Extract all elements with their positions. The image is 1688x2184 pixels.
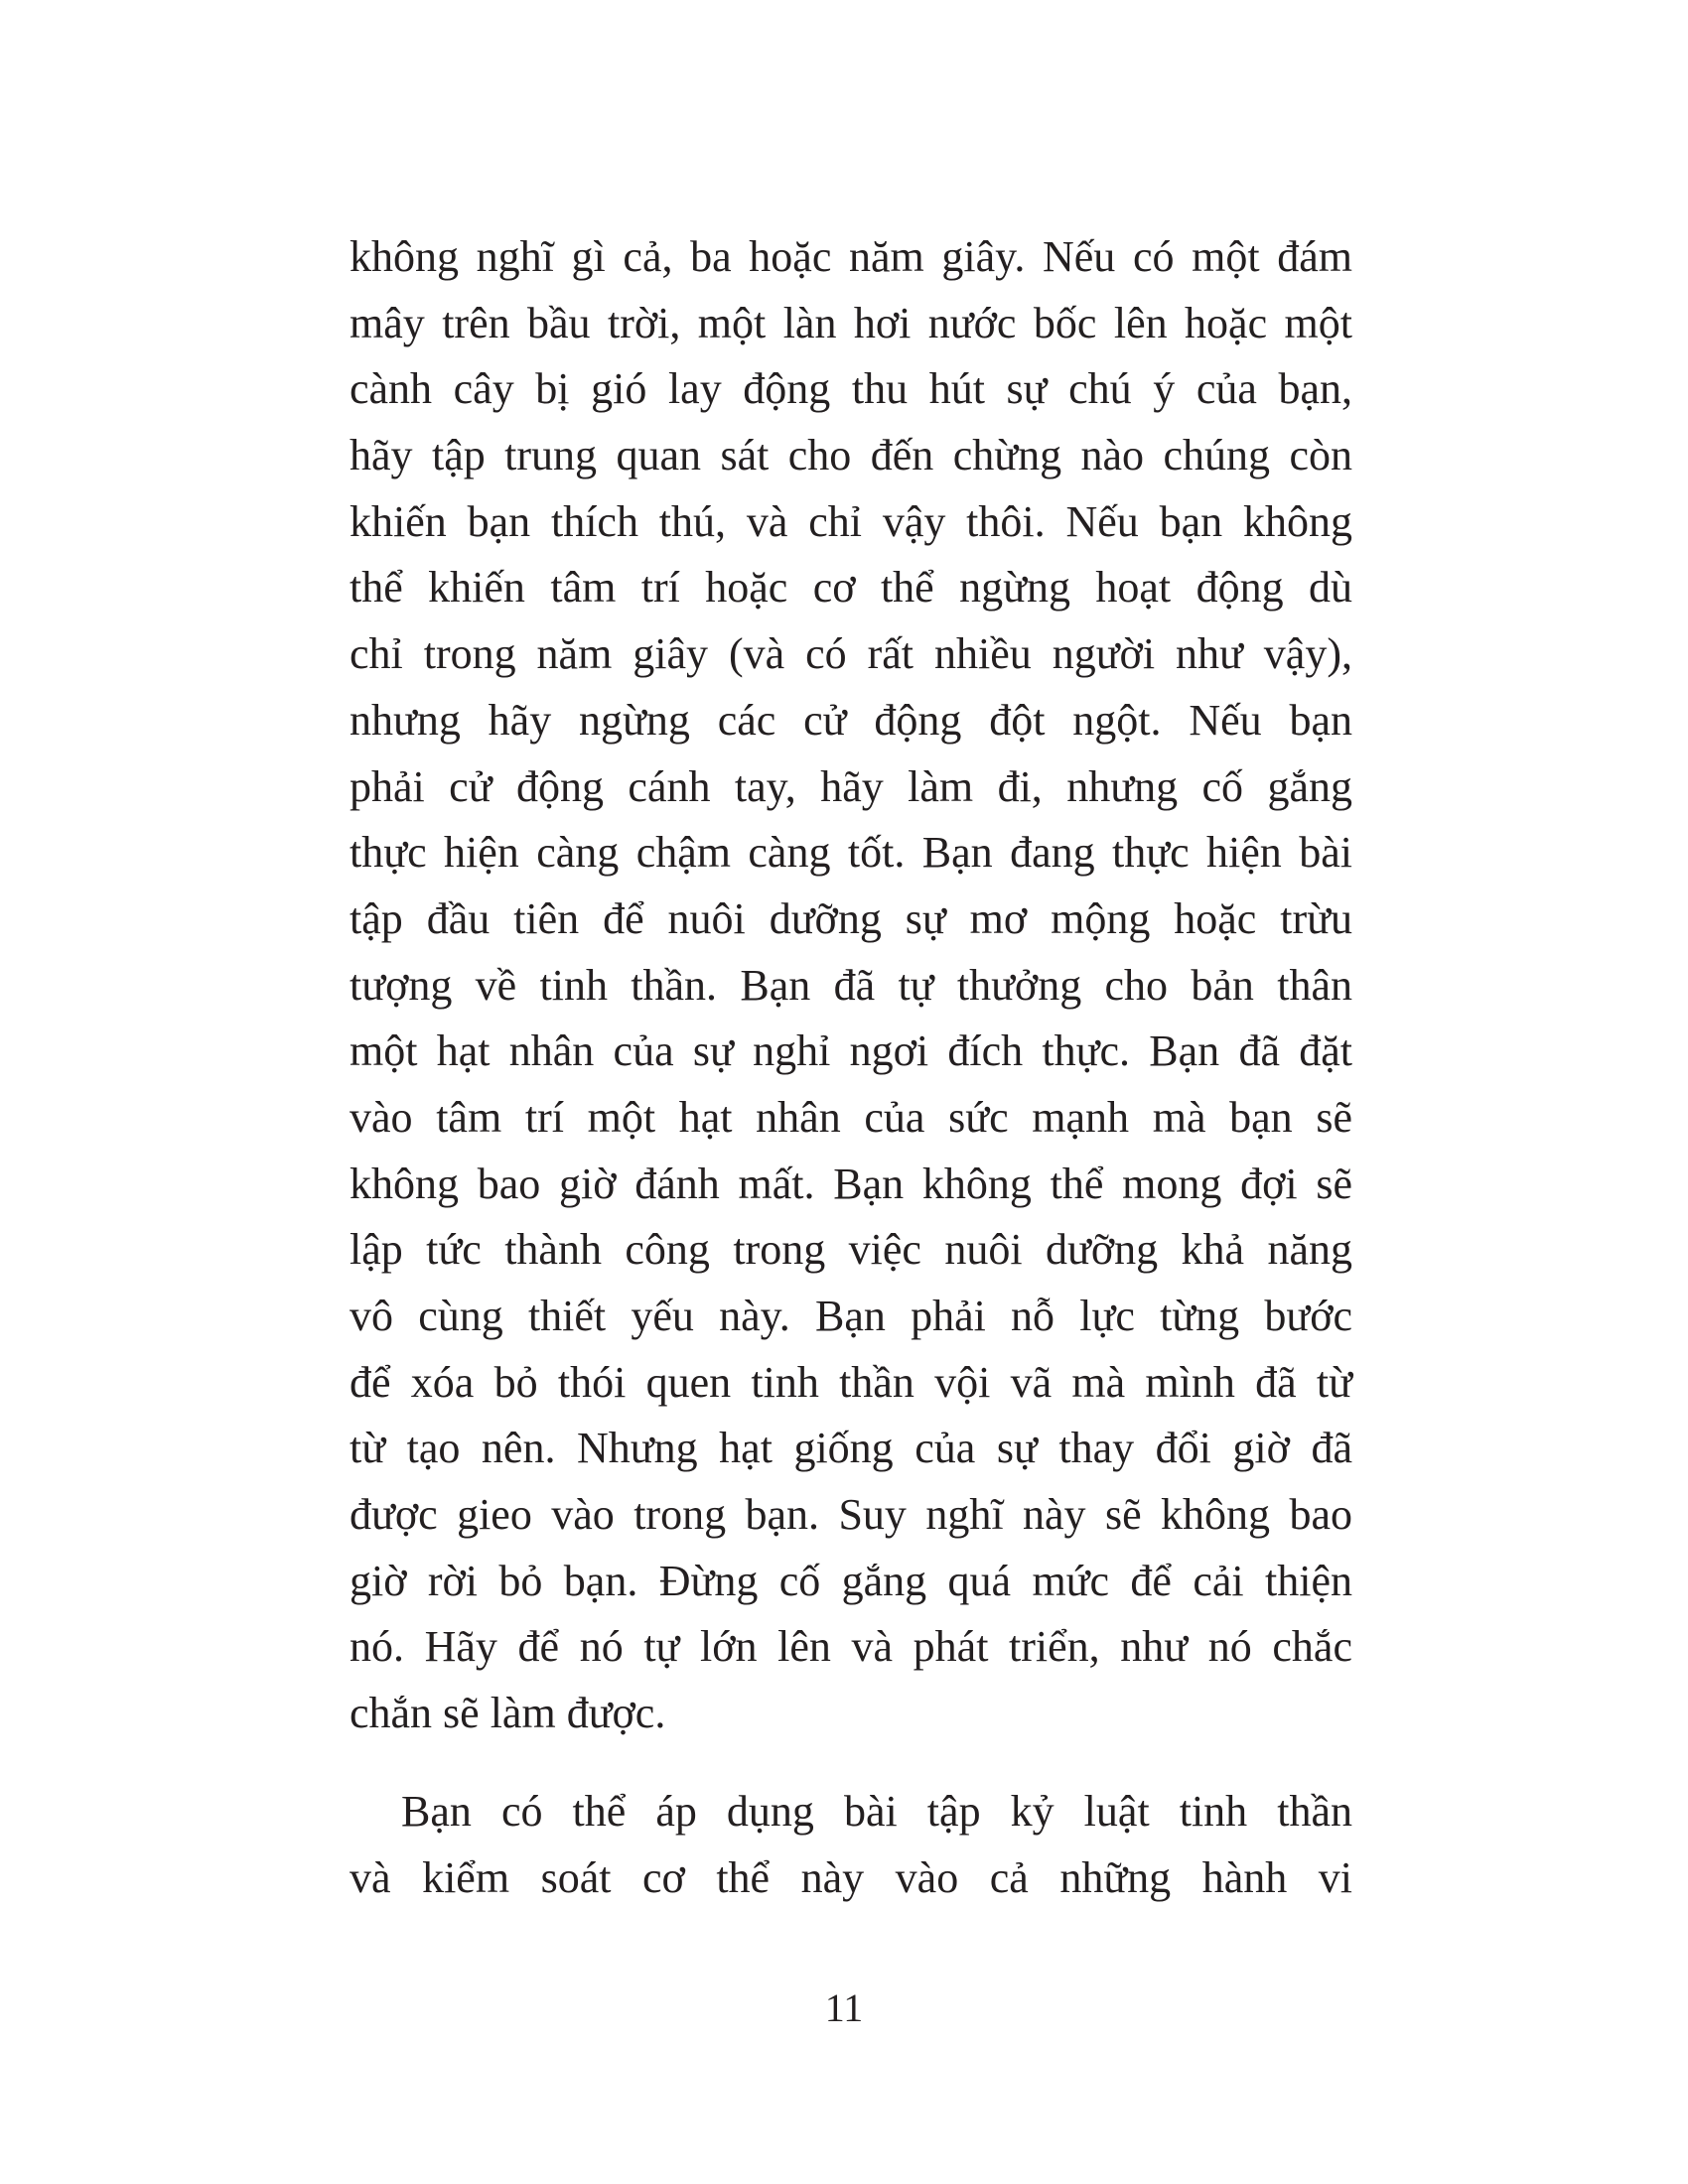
body-text [350,224,1352,1911]
text-line: và kiểm soát cơ thể này vào cả những hành vi [350,1852,1352,1902]
text-line: không bao giờ đánh mất. Bạn không thể mong đợi sẽ [350,1159,1352,1208]
text-line: chỉ trong năm giây (và có rất nhiều người như vậy), [350,629,1352,679]
text-line: Bạn có thể áp dụng bài tập kỷ luật tinh thần [401,1786,1352,1836]
page-number: 11 [824,1985,864,2030]
text-line: khiến bạn thích thú, và chỉ vậy thôi. Nếu bạn không [350,496,1352,546]
text-line: nó. Hãy để nó tự lớn lên và phát triển, như nó chắc [350,1622,1352,1672]
text-line: cành cây bị gió lay động thu hút sự chú ý của bạn, [350,364,1352,414]
text-line: để xóa bỏ thói quen tinh thần vội vã mà mình đã từ [350,1357,1352,1407]
text-line: mây trên bầu trời, một làn hơi nước bốc lên hoặc một [350,298,1352,347]
text-line: chắn sẽ làm được. [350,1689,666,1738]
text-line: vào tâm trí một hạt nhân của sức mạnh mà bạn sẽ [350,1092,1352,1142]
paragraph-2 [350,1779,1352,1911]
text-line: lập tức thành công trong việc nuôi dưỡng khả năng [350,1225,1352,1275]
text-line: tượng về tinh thần. Bạn đã tự thưởng cho bản thân [350,960,1352,1010]
text-line: vô cùng thiết yếu này. Bạn phải nỗ lực từng bước [350,1292,1352,1340]
paragraph-1 [350,224,1352,1747]
paragraph-gap [350,1747,1352,1779]
text-line: một hạt nhân của sự nghỉ ngơi đích thực. Bạn đã đặt [350,1026,1352,1076]
text-line: tập đầu tiên để nuôi dưỡng sự mơ mộng hoặc trừu [350,893,1352,943]
text-line: hãy tập trung quan sát cho đến chừng nào chúng còn [350,431,1352,480]
text-line: phải cử động cánh tay, hãy làm đi, nhưng cố gắng [350,761,1352,811]
text-line: từ tạo nên. Nhưng hạt giống của sự thay đổi giờ đã [350,1424,1352,1473]
text-line: được gieo vào trong bạn. Suy nghĩ này sẽ không bao [350,1490,1352,1540]
text-line: nhưng hãy ngừng các cử động đột ngột. Nếu bạn [350,695,1352,745]
text-line: thể khiến tâm trí hoặc cơ thể ngừng hoạt động dù [350,563,1352,613]
text-line: thực hiện càng chậm càng tốt. Bạn đang thực hiện bài [350,828,1352,878]
text-line: không nghĩ gì cả, ba hoặc năm giây. Nếu có một đám [350,232,1352,281]
text-line: giờ rời bỏ bạn. Đừng cố gắng quá mức để cải thiện [350,1556,1352,1605]
